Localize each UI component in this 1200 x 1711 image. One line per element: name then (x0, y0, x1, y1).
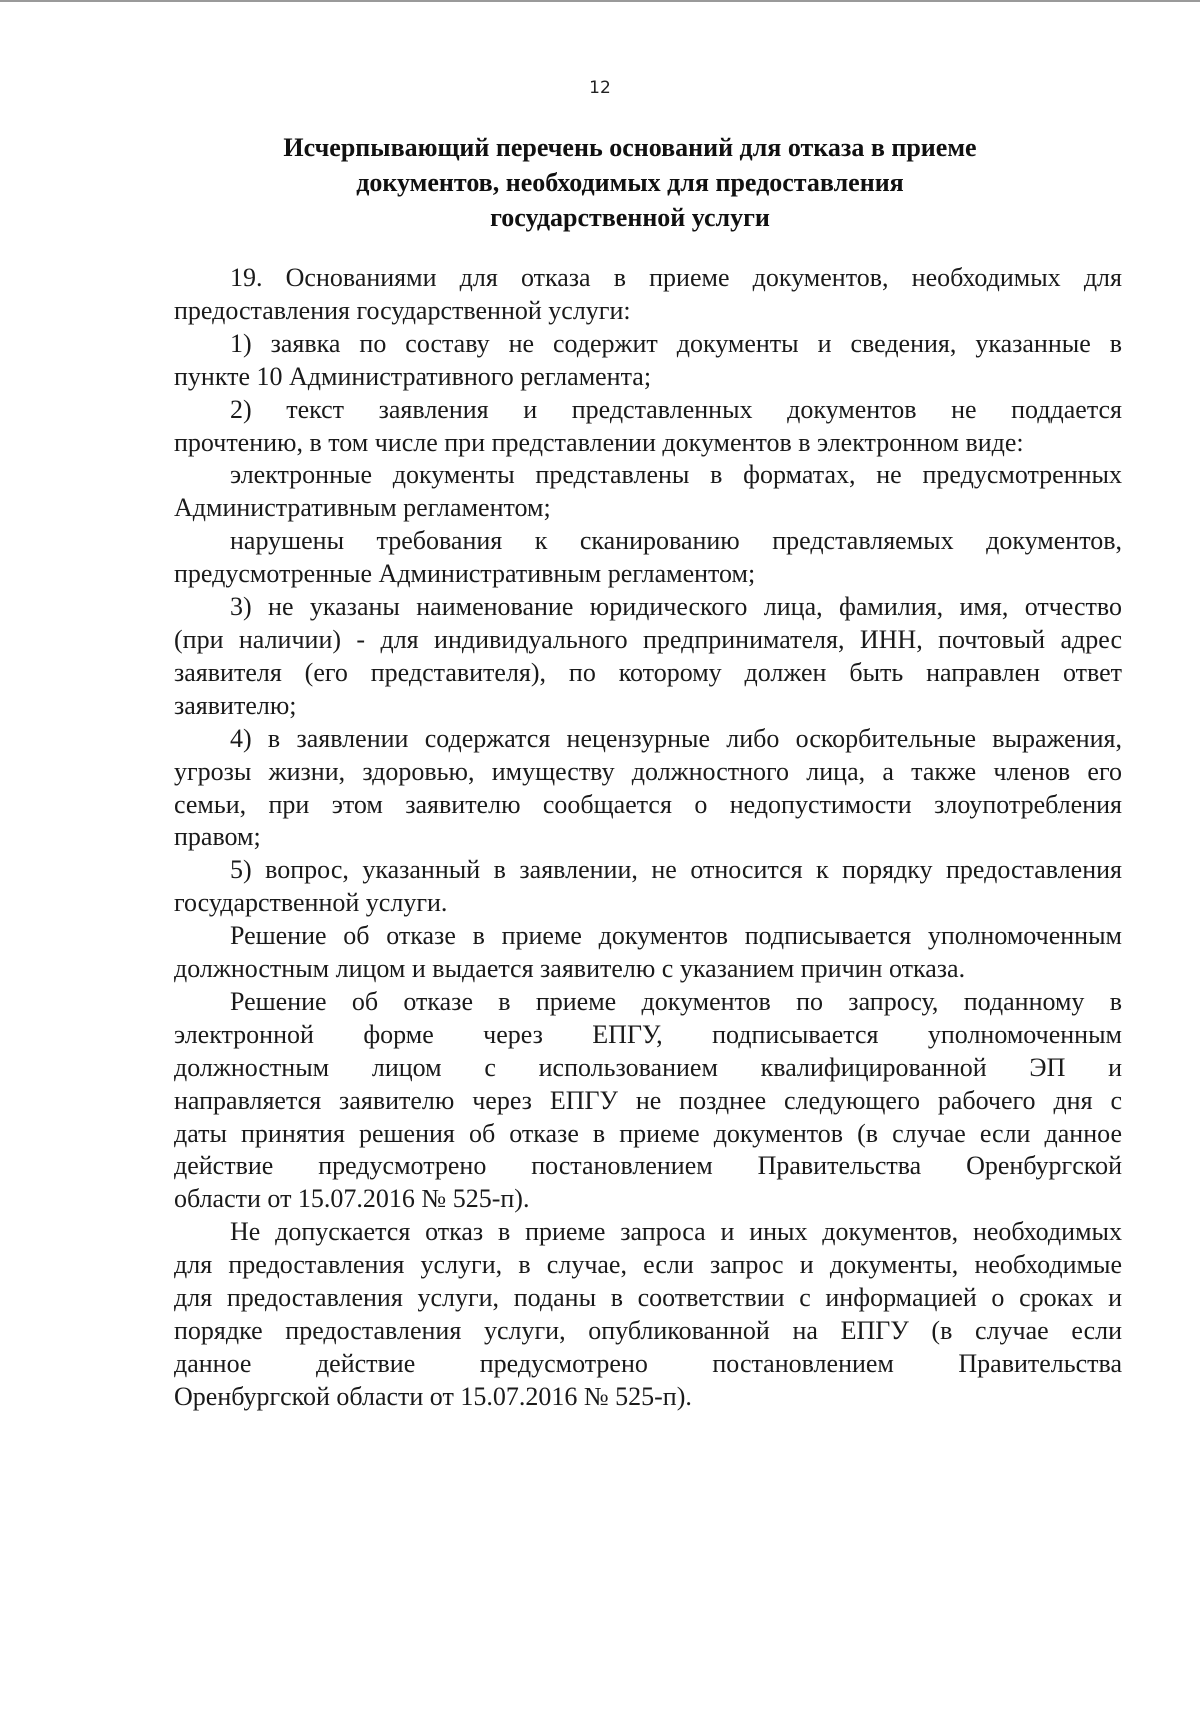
text-line: прочтению, в том числе при представлении документов в электронном виде: (174, 427, 1024, 457)
text-line: области от 15.07.2016 № 525-п). (174, 1184, 530, 1214)
text-line: Решение об отказе в приеме документов по запросу, поданному в (230, 986, 1122, 1016)
section-heading (170, 130, 1090, 235)
text-line: электронной форме через ЕПГУ, подписывается уполномоченным (174, 1019, 1122, 1049)
text-line: 2) текст заявления и представленных документов не поддается (230, 394, 1122, 424)
text-line: данное действие предусмотрено постановлением Правительства (174, 1348, 1122, 1378)
text-line: семьи, при этом заявителю сообщается о недопустимости злоупотребления (174, 789, 1122, 819)
item-4 (174, 723, 1122, 855)
text-line: 4) в заявлении содержатся нецензурные либо оскорбительные выражения, (230, 723, 1122, 753)
item-2-scanning-requirements (174, 525, 1122, 591)
paragraph-19 (174, 262, 1122, 328)
text-line: 1) заявка по составу не содержит документы и сведения, указанные в (230, 328, 1122, 358)
text-line: порядке предоставления услуги, опубликованной на ЕПГУ (в случае если (174, 1316, 1122, 1345)
document-body (174, 262, 1122, 1414)
text-line: электронные документы представлены в форматах, не предусмотренных (230, 460, 1122, 490)
text-line: пункте 10 Административного регламента; (174, 361, 652, 391)
heading-line: Исчерпывающий перечень оснований для отказа в приеме (283, 133, 977, 162)
text-line: должностным лицом и выдается заявителю с указанием причин отказа. (174, 954, 966, 984)
text-line: (при наличии) - для индивидуального предпринимателя, ИНН, почтовый адрес (174, 624, 1122, 654)
page-number: 12 (589, 78, 611, 98)
item-1 (174, 328, 1122, 394)
heading-line: документов, необходимых для предоставления (356, 168, 904, 197)
text-line: даты принятия решения об отказе в приеме документов (в случае если данное (174, 1118, 1122, 1148)
item-3 (174, 591, 1122, 723)
text-line: Оренбургской области от 15.07.2016 № 525-п). (174, 1381, 692, 1411)
decision-signing-paragraph (174, 920, 1122, 986)
text-line: предоставления государственной услуги: (174, 295, 631, 325)
text-line: Не допускается отказ в приеме запроса и иных документов, необходимых (230, 1217, 1122, 1247)
text-line: угрозы жизни, здоровью, имуществу должностного лица, а также членов его (174, 756, 1122, 786)
text-line: Решение об отказе в приеме документов подписывается уполномоченным (230, 921, 1122, 951)
text-line: действие предусмотрено постановлением Правительства Оренбургской (174, 1151, 1122, 1181)
text-line: для предоставления услуги, в случае, если запрос и документы, необходимые (174, 1250, 1122, 1280)
text-line: направляется заявителю через ЕПГУ не позднее следующего рабочего дня с (174, 1085, 1122, 1115)
refusal-not-allowed-paragraph (174, 1216, 1122, 1413)
text-line: 5) вопрос, указанный в заявлении, не относится к порядку предоставления (230, 855, 1122, 885)
text-line: 19. Основаниями для отказа в приеме документов, необходимых для (230, 263, 1122, 292)
text-line: правом; (174, 822, 261, 852)
text-line: заявителю; (174, 690, 297, 720)
text-line: предусмотренные Административным регламентом; (174, 559, 756, 589)
text-line: Административным регламентом; (174, 493, 551, 523)
text-line: 3) не указаны наименование юридического лица, фамилия, имя, отчество (230, 592, 1122, 622)
text-line: должностным лицом с использованием квалифицированной ЭП и (174, 1052, 1122, 1082)
decision-electronic-paragraph (174, 986, 1122, 1216)
text-line: государственной услуги. (174, 888, 448, 918)
text-line: для предоставления услуги, поданы в соответствии с информацией о сроках и (174, 1283, 1122, 1313)
text-line: нарушены требования к сканированию представляемых документов, (230, 526, 1122, 556)
item-2-electronic-formats (174, 459, 1122, 525)
item-5 (174, 854, 1122, 920)
heading-line: государственной услуги (490, 203, 770, 232)
text-line: заявителя (его представителя), по которому должен быть направлен ответ (174, 657, 1122, 687)
item-2 (174, 394, 1122, 460)
